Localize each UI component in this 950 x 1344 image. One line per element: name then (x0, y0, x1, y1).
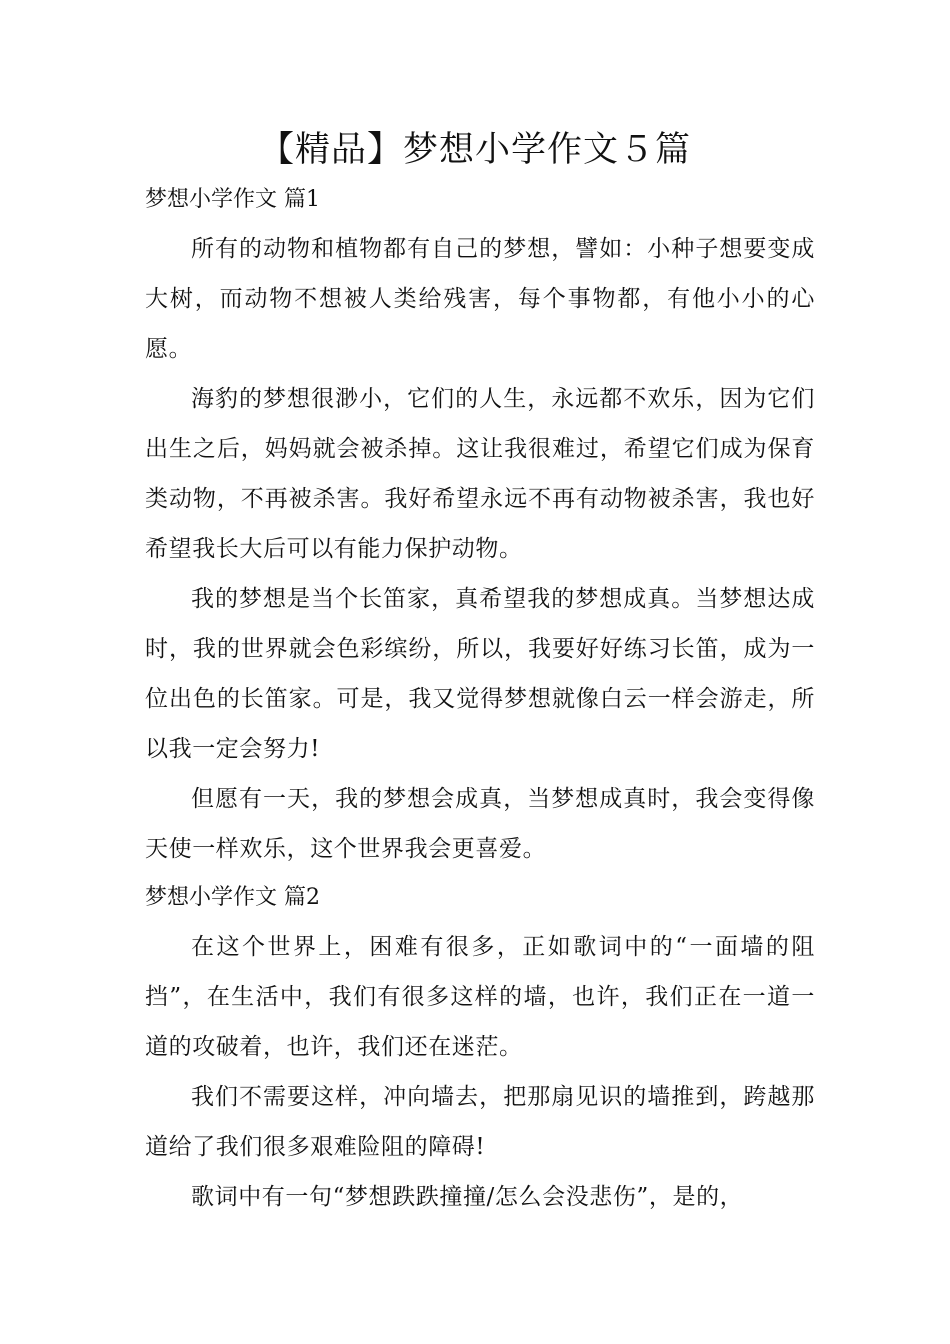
paragraph: 我的梦想是当个长笛家，真希望我的梦想成真。当梦想达成时，我的世界就会色彩缤纷，所以，我要好好练习长笛，成为一位出色的长笛家。可是，我又觉得梦想就像白云一样会游走，所以我一定会努力! (145, 586, 815, 762)
paragraph: 但愿有一天，我的梦想会成真，当梦想成真时，我会变得像天使一样欢乐，这个世界我会更喜爱。 (145, 786, 815, 862)
paragraph: 海豹的梦想很渺小，它们的人生，永远都不欢乐，因为它们出生之后，妈妈就会被杀掉。这让我很难过，希望它们成为保育类动物，不再被杀害。我好希望永远不再有动物被杀害，我也好希望我长大后可以有能力保护动物。 (145, 386, 815, 562)
document-title: 【精品】梦想小学作文５篇 (258, 130, 691, 170)
section-1 (145, 176, 815, 874)
section-heading: 梦想小学作文 篇2 (145, 885, 320, 910)
paragraph: 所有的动物和植物都有自己的梦想，譬如：小种子想要变成大树，而动物不想被人类给残害，每个事物都，有他小小的心愿。 (145, 236, 815, 362)
paragraph: 我们不需要这样，冲向墙去，把那扇见识的墙推到，跨越那道给了我们很多艰难险阻的障碍! (145, 1084, 815, 1160)
section-2 (145, 874, 815, 1222)
paragraph: 歌词中有一句“梦想跌跌撞撞/怎么会没悲伤”，是的， (191, 1184, 744, 1210)
section-heading: 梦想小学作文 篇1 (145, 187, 320, 212)
paragraph: 在这个世界上，困难有很多，正如歌词中的“一面墙的阻挡”，在生活中，我们有很多这样的墙，也许，我们正在一道一道的攻破着，也许，我们还在迷茫。 (145, 934, 815, 1060)
document-body (145, 176, 815, 1222)
